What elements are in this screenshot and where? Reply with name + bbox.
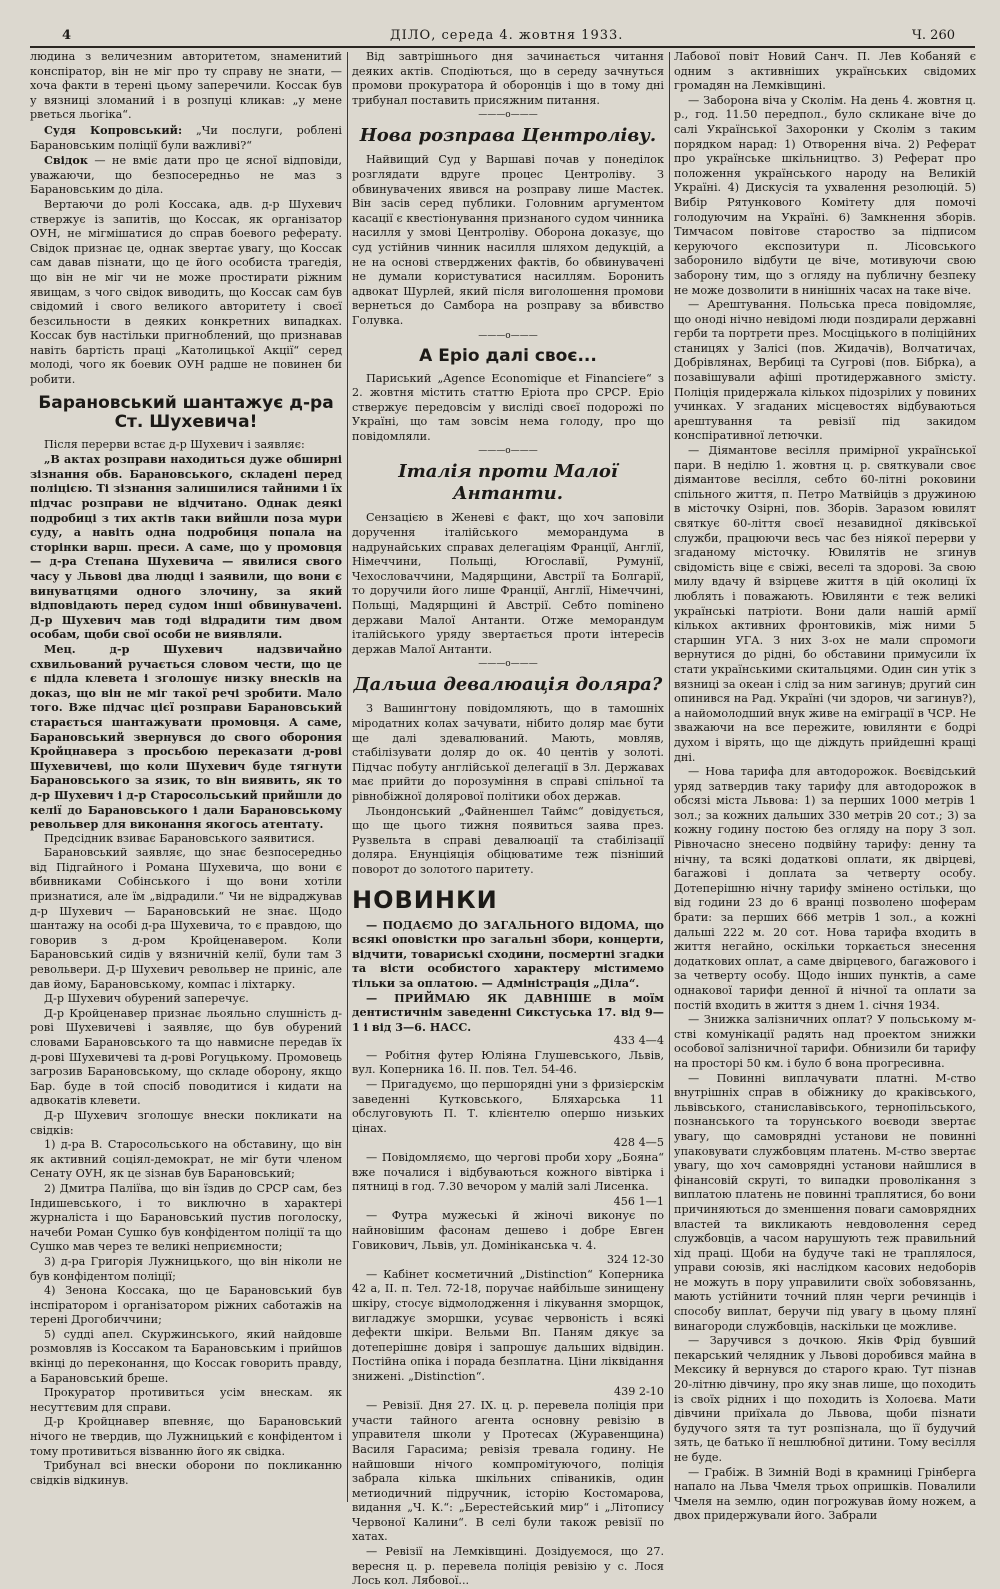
paragraph: Париський „Agence Economique et Financiere“ з 2. жовтня містить статтю Еріота про СРСР. Еріо ствержує передовсім у висліді своєї подорожі по Україні, що там зовсім нема голоду, про що повідомляли. <box>352 371 664 443</box>
paragraph: Льондонський „Файненшел Таймс“ довідується, що ще цього тижня появиться заява през. Рузвельта в справі девалюації та стабілізації доляра. Енунціяція обіцюватиме теж пізніший поворот до золотого паритету. <box>352 804 664 876</box>
paragraph: Трибунал всі внески оборони по покликанню свідків відкинув. <box>30 1459 342 1487</box>
page-number: 4 <box>62 28 72 43</box>
article-headline: А Еріо далі своє... <box>419 345 597 366</box>
page-header <box>30 26 975 48</box>
paragraph: Лабової повіт Новий Санч. П. Лев Кобаняй є одним з активніших українських свідомих громадян на Лемківщині. <box>674 50 976 93</box>
column-3 <box>674 50 976 1523</box>
paragraph: — Нова тарифа для автодорожок. Воєвідський уряд затвердив таку тарифу для автодорожок в обсязі міста Львова: 1) за перших 1000 метрів 1 зол.; за кожних дальших 330 метрів 20 сот.; 3) за кожну годину постою без огляду на пору 3 зол. Рівночасно знесено подвійну тарифу: денну та нічну, та всякі додаткові оплати, як двірцеві, багажові і доплата за четверту особу. Дотеперішню нічну тарифу змінено остільки, що від години 23 до 6 вранці позволено шоферам брати: за перших 666 метрів 1 зол., а кожні дальші 222 м. 20 сот. Нова тарифа входить в життя негайно, оскільки торкається знесення додаткових оплат, а саме двірцевого, багажового і за четверту особу. Щодо інших пунктів, а саме однакової тарифи денної й нічної та оплати за постій входить в життя з днем 1. січня 1934. <box>674 765 976 1012</box>
notice: — Кабінет косметичний „Distinction“ Коперника 42 а, II. п. Тел. 72-18, поручає найбільше зинищену шкіру, стосує відмолодження і лікування зморщок, вигладжує зморшки, усуває червоність і всякі дефекти шкіри. Вельми Вп. Паням дякує за дотеперішнє довіря і запрошує дальших відвідин. Постійна опіка і порада безплатна. Ціни ліквідання знижені. „Distinction“. <box>352 1267 664 1383</box>
column-2 <box>352 50 664 1588</box>
paragraph: Вертаючи до ролі Коссака, адв. д-р Шухевич ствержує із запитів, що Коссак, як організатор ОУН, не мігмішатися до справ боевого реферату. Свідок признає це, однак звертає увагу, що Коссак сам давав пізнати, що це його особиста трагедія, що він не міг чи не може простирати ріжним явищам, з чого свідок виводить, що Коссак сам був свідомий і свого великого авторитету і своєї безсильности в деяких конкретних випадках. Коссак був настільки пригноблений, що признавав навіть бартість праці „Католицької Акції“ серед молоді, чого як боевик ОУН радше не повинен би робити. <box>30 197 342 387</box>
notice: — ПОДАЄМО ДО ЗАГАЛЬНОГО ВІДОМА, що всякі оповістки про загальні збори, концерти, відчити, товариські сходини, посмертні згадки та вісти особистого характеру містимемо тільки за оплатою. — Адміністрація „Діла“. <box>352 917 664 990</box>
speaker-label: Свідок <box>44 153 88 168</box>
paragraph: 1) д-ра В. Старосольського на обставину, що він як активний соціял-демократ, не міг бути членом Сенату ОУН, як це зізнав був Барановський; <box>30 1138 342 1181</box>
paragraph: 2) Дмитра Паліїва, що він їздив до СРСР сам, без Індишевського, і то виключно в характері журналіста і що Барановський пустив поголоску, начеби Роман Сушко був конфідентом поліції та що Сушко мав через те великі неприємности; <box>30 1181 342 1254</box>
speaker-label: Судя Копровський: <box>44 122 183 137</box>
ad-code: 428 4—5 <box>613 1136 664 1150</box>
section-headline: НОВИНКИ <box>352 885 498 914</box>
paragraph: Д-р Шухевич обурений заперечує. <box>44 992 249 1006</box>
column-divider <box>669 52 670 1502</box>
paragraph: Після перерви встає д-р Шухевич і заявляє: <box>44 437 305 451</box>
paragraph: Від завтрішнього дня зачинається читання деяких актів. Сподіються, що в середу зачнуться промови прокуратора й оборонців і що в тому дні трибунал поставить присяжним питання. <box>352 50 664 107</box>
section-divider: ———o——— <box>478 110 538 121</box>
notice: — Ревізії. Дня 27. IX. ц. р. перевела поліція при участи тайного агента основну ревізію в управителя школи у Протесах (Журавенщина) Василя Гарасима; ревізія тревала годину. Не найшовши нічого компромітуючого, поліція забрала кілька шкільних співаників, один метиодичний підручник, історію Костомарова, видання „Ч. К.“: „Берестейський мир“ і „Літопису Червоної Калини“. В селі були також ревізії по хатах. <box>352 1399 664 1544</box>
paragraph: Свідок — не вміє дати про це ясної відповіди, уважаючи, що безпосередньо не маз з Барановським до діла. <box>30 153 342 197</box>
paragraph: Найвищий Суд у Варшаві почав у понеділок розглядати вдруге процес Центроліву. З обвинувачених явився на розправу лише Мастек. Він засів серед публики. Головним аргументом касації є квестіонування признаного судом чинника насилля у змові Центроліву. Оборона доказує, що суд устійнив чинник насилля шляхом дедукцій, а не на основі стверджених фактів, бо обвинувачені не думали користуватися насиллям. Боронить адвокат Шурлей, який після виголошення промови вернеться до Самбора на розправу за вбивство Голувка. <box>352 153 664 327</box>
ad-code: 433 4—4 <box>613 1034 664 1048</box>
paragraph: 5) судді апел. Скуржинського, який найдовше розмовляв із Коссаком та Барановським і прийшов вкінці до переконання, що Коссак говорить правду, а Барановський бреше. <box>30 1327 342 1385</box>
section-divider: ———o——— <box>478 330 538 341</box>
paragraph: З Вашингтону повідомляють, що в тамошніх міродатних колах зачувати, нібито доляр має бути ще далі здевалюваний. Мають, мовляв, стабілізувати доляр до ок. 40 центів у золоті. Підчас побуту англійської делегації в Зл. Державах має прийти до порозуміння в справі спільної та рівнобіжної долярової політики обох держав. <box>352 702 664 803</box>
paragraph: — Грабіж. В Зимній Воді в крамниці Грінберга напало на Льва Чмеля трьох опришків. Повалили Чмеля на землю, один погрожував йому ножем, а двох придержували його. Забрали <box>674 1465 976 1523</box>
paragraph: Барановський заявляє, що знає безпосередньо від Підгайного і Романа Шухевича, що вони є вбивниками Собінського і що вони хотіли признатися, але їм „відрадили.“ Чи не відраджував д-р Шухевич — Барановський не знає. Щодо шантажу на особі д-ра Шухевича, то є правдою, що говорив з д-ром Кройценавером. Коли Барановський сидів у вязничній келії, були там 3 револьвери. Д-р Шухевич револьвер не приніс, але дав йому, Барановському, компас і ліхтарку. <box>30 846 342 991</box>
paragraph: Сензацією в Женеві є факт, що хоч заповіли доручення італійського меморандума в надрунайських справах делегаціям Франції, Англії, Німеччини, Польщі, Югославії, Румунії, Чехословаччини, Мадярщини, Австрії та Болгарії, то доручили його лише Франції, Англії, Німеччині, Польщі, Мадярщині й Австрії. Себто пominено держави Малої Антанти. Отже меморандум італійського уряду звертається проти інтересів держав Малої Антанти. <box>352 511 664 656</box>
paragraph: Мец. д-р Шухевич надзвичайно схвильований ручається словом чести, що це є підла клевета і зголошує низку внесків на доказ, що він не міг такої речі зробити. Мало того. Вже підчас цієї розправи Барановський старається шантажувати промовця. А саме, Барановський звернувся до свого оборония Кройцнавера з просьбою переказати д-рові Шухевичеві, що коли Шухевич буде тягнути Барановського за язик, то він виявить, як то д-р Шухевич і д-р Старосольський прийшли до келії до Барановського і дали Барановському револьвер для виконання якогось атентату. <box>30 641 342 832</box>
notice: — Пригадуємо, що першорядні уни з фризієрскім заведенні Кутковського, Бляхарська 11 обслуговують П. Т. клієнтелю опершо низьких цінах. <box>352 1078 664 1135</box>
paragraph: Д-р Шухевич зголошує внески покликати на свідків: <box>30 1108 342 1137</box>
paragraph: людина з величезним авторитетом, знаменитий конспіратор, він не міг про ту справу не знати, — хоча факти в терені цьому заперечили. Коссак був у вязниці зломаний і в розпуці кликав: „у мене рветься льогіка“. <box>30 50 342 122</box>
column-1 <box>30 50 342 1508</box>
paragraph: Прокуратор противиться усім внескам. як несуттєвим для справи. <box>30 1386 342 1414</box>
article-headline: Дальша девалюація доляра? <box>353 674 663 696</box>
paragraph: — Арештування. Польська преса повідомляє, що оноді нічно невідомі люди поздирали державні герби та портрети през. Мосціцького в поліційних станицях у Залісі (пов. Жидачів), Волчатичах, Добрівлянах, Вербиці та Сугрові (пов. Бібрка), а позавішували афіші протидержавного змісту. Поліція придержала кількох підозрілих у повиних учинках. У згаданих місцевостях відбуваються арештування та ревізії під закидом конспіративної летючки. <box>674 298 976 443</box>
paragraph: — Заручився з дочкою. Яків Фрід бувший пекарський челядник у Львові доробився майна в Мексику й вернувся до старого краю. Тут пізнав 20-літню дівчину, про яку знав лише, що походить із своїх рідних і що походить із Холоєва. Мати дівчини приїхала до Львова, щоби пізнати будучого зятя та тут розпізнала, що її будучий зять, це батько її нешлюбної дитини. Тому весілля не буде. <box>674 1334 976 1464</box>
notice: — ПРИЙМАЮ ЯК ДАВНІШЕ в моїм дентистичнім заведенні Сикстуська 17. від 9—1 і від 3—6. НАСС. <box>352 990 664 1034</box>
notice: — Футра мужеські й жіночі виконує по найновішим фасонам дешево і добре Евген Говикович, Львів, ул. Домініканська ч. 4. <box>352 1209 664 1252</box>
article-headline: Італія проти Малої Антанти. <box>398 461 618 505</box>
paragraph: „В актах розправи находиться дуже обширні зізнання обв. Барановського, складені перед поліцією. Ті зізнання залишилися тайними і їх підчас розправи не відчитано. Однак деякі подробиці з тих актів таки вийшли поза мури суду, а навіть одна подробиця попала на сторінки варш. преси. А саме, що у промовця — д-ра Степана Шухевича — явилися свого часу у Львові два людці і заявили, що вони є винуватцями одного злочину, за який відповідають перед судом інші обвинувачені. Д-р Шухевич мав тоді відрадити тим двом особам, щоби свої особи не виявляли. <box>30 452 342 642</box>
column-divider <box>347 52 348 1502</box>
paragraph: Д-р Кройцнавер впевняє, що Барановський нічого не твердив, що Лужницький є конфідентом і тому противиться візванню його як свідка. <box>30 1415 342 1458</box>
ad-code: 456 1—1 <box>613 1194 664 1208</box>
article-headline: Барановський шантажує д-ра Ст. Шухевича! <box>38 392 334 432</box>
paragraph: Д-р Кройценавер признає льояльно слушність д-рові Шухевичеві і заявляє, що був обурений словами Барановського та що навмисне передав їх д-рові Шухевичеві та д-рові Рогуцькому. Промовець загрозив Барановському, що складе оборону, якщо Бар. буде в той спосіб поводитися і кидати на адвокатів клевети. <box>30 1006 342 1108</box>
paragraph: — Повинні виплачувати платні. М-ство внутрішніх справ в обіжнику до краківського, львівського, станиславівського, тернопільського, познанського та торунського воєводи звертає увагу, що самоврядні установи не повинні упаковувати службовцям платень. М-ство звертає увагу, що хоч самоврядні установи найшлися в фінансовій скруті, то випадки проволікання з виплатою платень не повинні траплятися, бо вони причиняються до зменшення поваги самоврядних властей та викликають невдоволення серед службовців, а часом нарушують теж правильний хід праці. Щоби на будуче такі не траплялося, управи союзів, які наслідком касових недоборів не можуть в пору управилити своїх зобовязаннь, мають устійнити точний плян черги речинців і способу виплат, беручи під увагу в цьому плянї винагороди службовців, наскільки це можливе. <box>674 1071 976 1333</box>
paragraph: Предсідник взиває Барановського заявитися. <box>44 831 315 845</box>
section-divider: ———o——— <box>478 446 538 457</box>
masthead: ДІЛО, середа 4. жовтня 1933. <box>390 28 624 43</box>
issue-number: Ч. 260 <box>911 28 955 43</box>
paragraph: — Заборона віча у Сколім. На день 4. жовтня ц. р., год. 11.50 передпол., було скликане віче до салі Української Захоронки у Сколім з таким порядком нарад: 1) Отворення віча. 2) Реферат про українське шкільництво. 3) Реферат про положення українського народу на Великій Україні. 4) Дискусія та ухвалення резолюцій. 5) Вибір Рятункового Комітету для помочі голодуючим на Україні. 6) Замкнення зборів. Тимчасом повітове староство за підписом керуючого експозитури п. Лісовського заборонило відбути це віче, мотивуючи свою заборону тим, що з огляду на публичну безпеку не може дозволити в нинішніх часах на таке віче. <box>674 93 976 297</box>
paragraph: — Діямантове весілля примірної української пари. В неділю 1. жовтня ц. р. святкували своє діямантове весілля, себто 60-літні роковини спільного життя, п. Петро Матвійців з дружиною в місточку Озірні, пов. Зборів. Заразом ювилят святкує 60-ліття своєї незавидної дяківської служби, працюючи весь час без ніякої перерви у згаданому місточку. Ювилятів не згинув свідомість віце є свіжі, веселі та здорові. За свою милу вдачу й взірцеве життя в цій околиці їх люблять і поважають. Ювилянти є теж великі українські патріоти. Вони дали нашій армії кількох активних фронтовиків, між ними 5 старшин УГА. З них 3-ох не мали спромоги вернутися до рідні, бо обставини примусили їх стати українськими скитальцями. Один син утік з вязниці за океан і слід за ним загинув; другий син опинився на Рад. Україні (чи здоров, чи загинув?), а найомолодший внук живе на еміграції в ЧСР. Не зважаючи на все пережите, ювилянти є бодрі духом і вірять, що ще діждуть прийдешні кращі дні. <box>674 444 976 764</box>
section-divider: ———o——— <box>478 659 538 670</box>
paragraph: — Знижка залізничних оплат? У польському м-стві комунікації радять над проектом знижки особової залізничної тарифи. Обнизили би тарифу на просторі 50 км. і було б вона прогресивна. <box>674 1013 976 1070</box>
paragraph: 4) Зенона Коссака, що це Барановський був інспіратором і організатором ріжних саботажів на терені Дрогобиччини; <box>30 1284 342 1327</box>
paragraph: 3) д-ра Григорія Лужницького, що він ніколи не був конфідентом поліції; <box>30 1254 342 1283</box>
paragraph: Судя Копровський: „Чи послуги, роблені Барановським поліції були важливі?“ <box>30 122 343 152</box>
ad-code: 439 2-10 <box>613 1384 664 1398</box>
notice: — Робітня футер Юліяна Глушевського, Львів, вул. Коперника 16. II. пов. Тел. 54-46. <box>352 1048 664 1077</box>
notice: — Повідомляємо, що чергові проби хору „Бояна“ вже почалися і відбуваються кожного вівтірка і пятниці в год. 7.30 вечором у малій залі Лисенка. <box>352 1151 664 1194</box>
notice: — Ревізії на Лемківщині. Дозідуємося, що 27. вересня ц. р. перевела поліція ревізію у с. Лося Лось кол. Лябової... <box>352 1545 664 1588</box>
ad-code: 324 12-30 <box>606 1253 664 1267</box>
article-headline: Нова розправа Центроліву. <box>359 125 657 147</box>
